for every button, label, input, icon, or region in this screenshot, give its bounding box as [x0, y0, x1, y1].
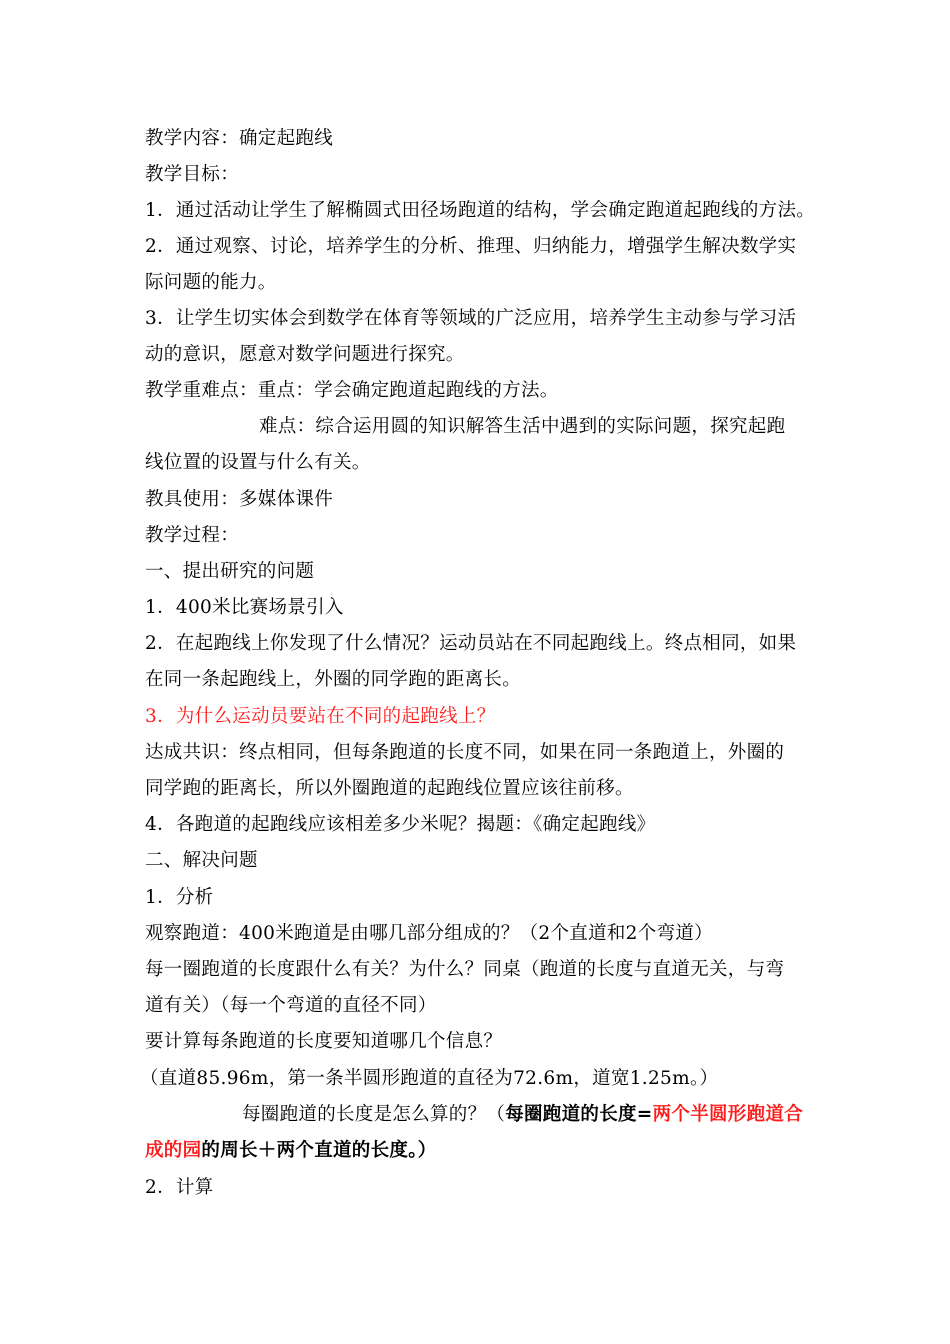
- formula-question: 每圈跑道的长度是怎么算的？（: [242, 1104, 506, 1125]
- track-dimensions: （直道85.96m，第一条半圆形跑道的直径为72.6m，道宽1.25m。）: [140, 1068, 719, 1089]
- goal-1: 1．通过活动让学生了解椭圆式田径场跑道的结构，学会确定跑道起跑线的方法。: [145, 200, 816, 221]
- info-needed-question: 要计算每条跑道的长度要知道哪几个信息？: [145, 1031, 503, 1052]
- formula-line-1: [242, 1103, 803, 1127]
- goal-3-line-1: 3．让学生切实体会到数学在体育等领域的广泛应用，培养学生主动参与学习活: [145, 308, 797, 329]
- step-1-4: 4．各跑道的起跑线应该相差多少米呢？揭题：《确定起跑线》: [145, 814, 656, 835]
- section-1-heading: 一、提出研究的问题: [145, 561, 315, 582]
- step-1-1: 1．400米比赛场景引入: [145, 597, 344, 618]
- section-2-heading: 二、解决问题: [145, 850, 258, 871]
- formula-red-continuation: 成的园: [145, 1140, 202, 1161]
- formula-bold-continuation: 的周长＋两个直道的长度。）: [201, 1140, 437, 1161]
- step-2-2: 2．计算: [145, 1177, 214, 1198]
- formula-bold-part: 每圈跑道的长度=: [505, 1104, 653, 1125]
- teaching-goals-heading: 教学目标：: [145, 164, 240, 185]
- difficulty-line-1: 难点：综合运用圆的知识解答生活中遇到的实际问题，探究起跑: [259, 416, 786, 437]
- track-length-question-line-2: 道有关）（每一个弯道的直径不同）: [145, 995, 437, 1016]
- key-points: 教学重难点：重点：学会确定跑道起跑线的方法。: [145, 380, 559, 401]
- formula-line-2: [145, 1139, 437, 1163]
- step-1-2-line-1: 2．在起跑线上你发现了什么情况？运动员站在不同起跑线上。终点相同，如果: [145, 633, 797, 654]
- consensus-line-2: 同学跑的距离长，所以外圈跑道的起跑线位置应该往前移。: [145, 778, 634, 799]
- goal-3-line-2: 动的意识，愿意对数学问题进行探究。: [145, 344, 465, 365]
- goal-2-line-2: 际问题的能力。: [145, 272, 277, 293]
- teaching-aids: 教具使用：多媒体课件: [145, 489, 334, 510]
- step-2-1: 1．分析: [145, 887, 214, 908]
- consensus-line-1: 达成共识：终点相同，但每条跑道的长度不同，如果在同一条跑道上，外圈的: [145, 742, 785, 763]
- formula-red-part: 两个半圆形跑道合: [652, 1104, 804, 1125]
- difficulty-line-2: 线位置的设置与什么有关。: [145, 452, 371, 473]
- step-1-2-line-2: 在同一条起跑线上，外圈的同学跑的距离长。: [145, 669, 522, 690]
- observe-track: 观察跑道：400米跑道是由哪几部分组成的？（2个直道和2个弯道）: [145, 923, 713, 944]
- track-length-question-line-1: 每一圈跑道的长度跟什么有关？为什么？同桌（跑道的长度与直道无关，与弯: [145, 959, 785, 980]
- step-1-3-highlighted: 3．为什么运动员要站在不同的起跑线上？: [145, 706, 496, 727]
- process-heading: 教学过程：: [145, 525, 240, 546]
- goal-2-line-1: 2．通过观察、讨论，培养学生的分析、推理、归纳能力，增强学生解决数学实: [145, 236, 797, 257]
- teaching-content: 教学内容：确定起跑线: [145, 128, 334, 149]
